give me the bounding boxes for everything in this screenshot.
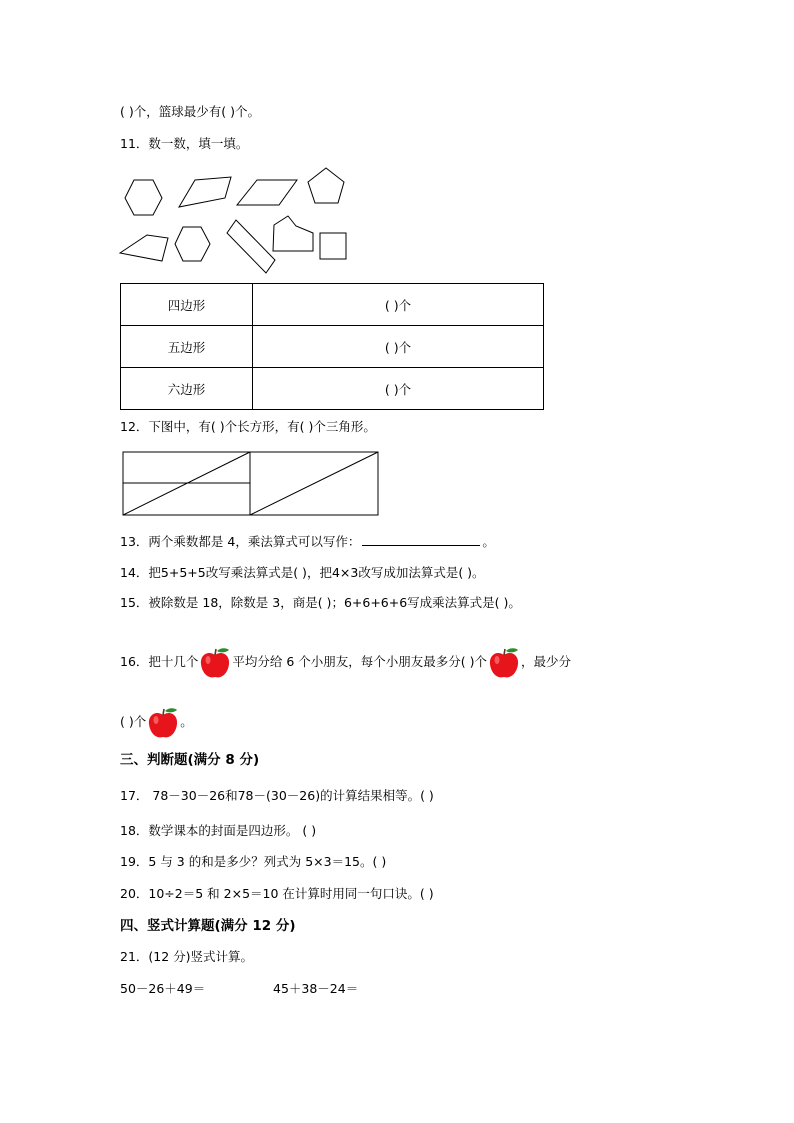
quadrilateral-shape [179,177,231,207]
pentagon-shape [308,168,344,203]
polygon-count-table [120,283,544,410]
parallelogram-shape [237,180,297,205]
row-label: 五边形 [121,326,253,368]
q17-text: 17． 78－30－26和78－(30－26)的计算结果相等。( ) [120,788,434,803]
q16-part5: 。 [180,714,193,729]
answer-blank[interactable]: ( )个 [253,284,544,326]
q12-text: 12．下图中，有( )个长方形，有( )个三角形。 [120,419,376,434]
answer-blank[interactable]: ( )个 [253,368,544,410]
q16-part4: ( )个 [120,714,147,729]
quadrilateral-shape [120,235,168,261]
q21-text: 21．(12 分)竖式计算。 [120,949,254,964]
rectangle-figure [122,451,380,517]
table-row [121,368,544,410]
q16-line1 [120,645,571,680]
polygons-figure [115,158,365,278]
q16-part3: ，最少分 [521,654,572,669]
rectangle-shape [227,220,275,273]
apple-icon [487,646,521,680]
apple-icon [146,706,180,740]
section-3-heading: 三、判断题(满分 8 分) [120,752,260,768]
q11-title: 11．数一数，填一填。 [120,136,249,151]
q10-tail: ( )个，篮球最少有( )个。 [120,104,260,119]
calc-1: 50－26＋49＝ [120,981,206,996]
hexagon-shape [175,227,210,261]
q16-part1: 16．把十几个 [120,654,199,669]
q19-text: 19．5 与 3 的和是多少？列式为 5×3＝15。( ) [120,854,387,869]
q16-line2 [120,705,193,740]
row-label: 四边形 [121,284,253,326]
square-shape [320,233,346,259]
q13-text [120,533,495,551]
row-label: 六边形 [121,368,253,410]
section-4-heading: 四、竖式计算题(满分 12 分) [120,918,296,934]
q18-text: 18．数学课本的封面是四边形。 ( ) [120,823,317,838]
hexagon-shape [125,180,162,215]
answer-blank[interactable]: ( )个 [253,326,544,368]
table-row [121,284,544,326]
q16-part2: 平均分给 6 个小朋友，每个小朋友最多分( )个 [232,654,488,669]
q20-text: 20．10÷2＝5 和 2×5＝10 在计算时用同一句口诀。( ) [120,886,434,901]
q15-text: 15．被除数是 18，除数是 3，商是( )；6+6+6+6写成乘法算式是( )。 [120,595,521,610]
q13-end: 。 [482,534,495,549]
pentagon-shape [273,216,313,251]
apple-icon [198,646,232,680]
answer-line[interactable] [362,533,480,546]
q14-text: 14．把5+5+5改写乘法算式是( )，把4×3改写成加法算式是( )。 [120,565,485,580]
calc-2: 45＋38－24＝ [273,981,359,996]
table-row [121,326,544,368]
q13-prompt: 13．两个乘数都是 4，乘法算式可以写作： [120,534,361,549]
